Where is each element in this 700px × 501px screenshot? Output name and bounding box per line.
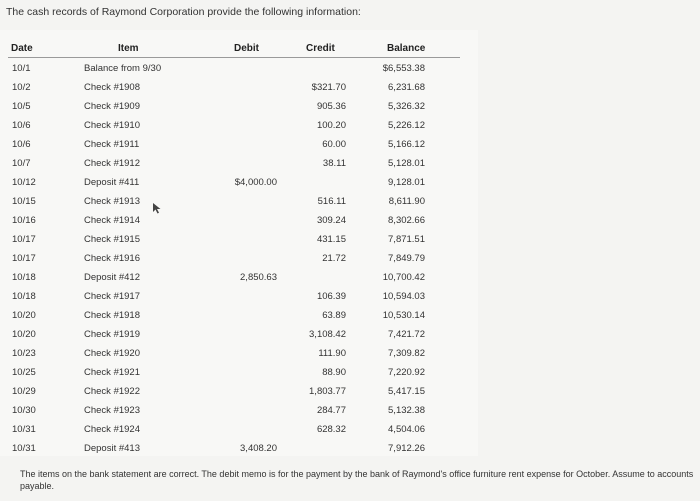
cell-date: 10/12	[12, 177, 36, 188]
cell-date: 10/17	[12, 234, 36, 245]
cell-item: Deposit #413	[84, 443, 140, 454]
cell-date: 10/5	[12, 101, 31, 112]
table-row	[0, 82, 478, 101]
cell-credit: 21.72	[322, 253, 346, 264]
cell-credit: 309.24	[316, 215, 346, 226]
cell-item: Check #1919	[84, 329, 140, 340]
table-row	[0, 120, 478, 139]
cell-date: 10/6	[12, 139, 31, 150]
table-row	[0, 367, 478, 386]
cell-balance: 7,912.26	[388, 443, 425, 454]
table-row	[0, 158, 478, 177]
cell-credit: 60.00	[322, 139, 346, 150]
cell-date: 10/30	[12, 405, 36, 416]
table-row	[0, 215, 478, 234]
cell-balance: 10,594.03	[382, 291, 425, 302]
cell-date: 10/20	[12, 310, 36, 321]
table-row	[0, 386, 478, 405]
cell-item: Check #1909	[84, 101, 140, 112]
cell-date: 10/2	[12, 82, 31, 93]
cell-credit: 628.32	[316, 424, 346, 435]
table-row	[0, 139, 478, 158]
cell-credit: 38.11	[322, 158, 346, 169]
cell-balance: 7,871.51	[388, 234, 425, 245]
cell-balance: 8,611.90	[388, 196, 425, 207]
cell-balance: 10,700.42	[382, 272, 425, 283]
cell-credit: 63.89	[322, 310, 346, 321]
table-row	[0, 177, 478, 196]
cell-balance: 5,128.01	[388, 158, 425, 169]
cell-balance: 8,302.66	[388, 215, 425, 226]
header-balance: Balance	[387, 43, 426, 54]
cell-date: 10/20	[12, 329, 36, 340]
bracket-mark-icon	[0, 222, 6, 252]
cell-credit: 3,108.42	[309, 329, 346, 340]
table-row	[0, 196, 478, 215]
cell-date: 10/7	[12, 158, 31, 169]
cell-date: 10/31	[12, 443, 36, 454]
cell-item: Check #1920	[84, 348, 140, 359]
table-row	[0, 272, 478, 291]
cell-balance: 5,166.12	[388, 139, 425, 150]
cell-date: 10/16	[12, 215, 36, 226]
cell-date: 10/15	[12, 196, 36, 207]
cell-item: Balance from 9/30	[84, 63, 162, 74]
cell-item: Check #1908	[84, 82, 140, 93]
cell-balance: 7,220.92	[388, 367, 425, 378]
cell-item: Check #1916	[84, 253, 140, 264]
header-debit: Debit	[234, 43, 259, 54]
cell-credit: 431.15	[316, 234, 346, 245]
cell-credit: 905.36	[316, 101, 346, 112]
cell-date: 10/18	[12, 272, 36, 283]
cell-balance: 9,128.01	[388, 177, 425, 188]
cell-date: 10/25	[12, 367, 36, 378]
cell-item: Check #1923	[84, 405, 140, 416]
table-row	[0, 424, 478, 443]
cell-debit: $4,000.00	[234, 177, 277, 188]
table-row	[0, 234, 478, 253]
cell-balance: $6,553.38	[382, 63, 425, 74]
cell-balance: 5,417.15	[388, 386, 425, 397]
cell-date: 10/1	[12, 63, 31, 74]
header-date: Date	[11, 43, 33, 54]
cell-date: 10/31	[12, 424, 36, 435]
cell-credit: 516.11	[317, 196, 346, 207]
cell-date: 10/23	[12, 348, 36, 359]
cell-item: Check #1922	[84, 386, 140, 397]
cell-credit: 106.39	[316, 291, 346, 302]
table-row	[0, 253, 478, 272]
table-row	[0, 405, 478, 424]
cell-debit: 2,850.63	[240, 272, 277, 283]
cell-date: 10/6	[12, 120, 31, 131]
cell-item: Check #1913	[84, 196, 140, 207]
table-row	[0, 329, 478, 348]
cell-credit: 111.90	[318, 348, 346, 359]
table-row	[0, 291, 478, 310]
cell-balance: 7,421.72	[388, 329, 425, 340]
cell-credit: 88.90	[322, 367, 346, 378]
cell-item: Check #1911	[84, 139, 140, 150]
cell-item: Check #1921	[84, 367, 140, 378]
table-row	[0, 310, 478, 329]
cell-item: Check #1912	[84, 158, 140, 169]
cell-credit: 1,803.77	[309, 386, 346, 397]
cell-balance: 10,530.14	[382, 310, 425, 321]
cell-item: Deposit #411	[84, 177, 140, 188]
cell-balance: 7,849.79	[388, 253, 425, 264]
cell-item: Check #1918	[84, 310, 140, 321]
cell-item: Check #1915	[84, 234, 140, 245]
cell-credit: $321.70	[311, 82, 346, 93]
cell-item: Check #1910	[84, 120, 140, 131]
cell-date: 10/18	[12, 291, 36, 302]
cell-balance: 4,504.06	[388, 424, 425, 435]
table-row	[0, 63, 478, 82]
header-rule	[8, 57, 460, 58]
cell-date: 10/29	[12, 386, 36, 397]
cell-balance: 5,132.38	[388, 405, 425, 416]
header-credit: Credit	[306, 43, 335, 54]
cell-item: Check #1924	[84, 424, 140, 435]
cell-balance: 6,231.68	[388, 82, 425, 93]
cell-item: Deposit #412	[84, 272, 140, 283]
table-row	[0, 443, 478, 462]
cell-item: Check #1914	[84, 215, 140, 226]
cell-credit: 284.77	[316, 405, 346, 416]
table-row	[0, 101, 478, 120]
cell-balance: 7,309.82	[388, 348, 425, 359]
table-row	[0, 348, 478, 367]
mouse-cursor-icon	[152, 202, 162, 214]
intro-text: The cash records of Raymond Corporation provide the following information:	[6, 6, 361, 18]
header-item: Item	[118, 43, 139, 54]
footer-note: The items on the bank statement are correct. The debit memo is for the payment by the bank of Raymond's office furniture rent expense for October. Assume to accounts payable.	[20, 469, 694, 491]
cell-debit: 3,408.20	[240, 443, 277, 454]
cell-balance: 5,326.32	[388, 101, 425, 112]
cell-credit: 100.20	[316, 120, 346, 131]
cell-balance: 5,226.12	[388, 120, 425, 131]
cell-date: 10/17	[12, 253, 36, 264]
cell-item: Check #1917	[84, 291, 140, 302]
